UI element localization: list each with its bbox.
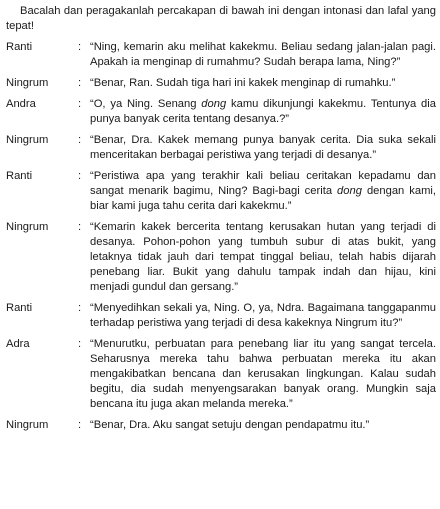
instruction-paragraph: Bacalah dan peragakanlah percakapan di bawah ini dengan intonasi dan lafal yang tepat! xyxy=(6,5,436,32)
speaker-name: Ranti xyxy=(6,302,33,314)
speaker-name: Ranti xyxy=(6,41,33,53)
dialogue-turn xyxy=(6,169,436,214)
speaker-name: Ningrum xyxy=(6,134,49,146)
speaker-colon: : xyxy=(78,98,82,110)
speech-text xyxy=(90,418,436,433)
speaker-colon: : xyxy=(78,338,82,350)
italic-word: dong xyxy=(337,185,362,197)
dialogue-turn xyxy=(6,40,436,70)
speech-text xyxy=(90,40,436,70)
speaker-name: Ningrum xyxy=(6,77,49,89)
speaker-colon: : xyxy=(78,221,82,233)
speech-segment: kamu dikunjungi kakekmu. Tentunya dia punya banyak cerita tentang desanya.?” xyxy=(90,98,436,125)
speaker-colon: : xyxy=(78,419,82,431)
dialogue-turn xyxy=(6,220,436,295)
speaker-name: Ningrum xyxy=(6,221,49,233)
speech-segment: “Kemarin kakek bercerita tentang kerusakan hutan yang terjadi di desanya. Pohon-pohon yang tumbuh subur di atas bukit, yang letaknya tidak jauh dari tempat tinggal beliau, telah habis dijarah penebang liar. Bukit yang dahulu tampak indah dan hijau, kini menjadi gundul dan gersang.” xyxy=(90,221,436,293)
speaker-colon: : xyxy=(78,302,82,314)
dialogue-turn xyxy=(6,337,436,412)
dialogue-turn xyxy=(6,133,436,163)
speech-text xyxy=(90,133,436,163)
speech-segment: “Benar, Dra. Aku sangat setuju dengan pendapatmu itu.” xyxy=(90,419,370,431)
speaker-name: Ningrum xyxy=(6,419,49,431)
speech-segment: “Ning, kemarin aku melihat kakekmu. Beliau sedang jalan-jalan pagi. Apakah ia menginap di rumahmu? Sudah berapa lama, Ning?” xyxy=(90,41,436,68)
speech-segment: “Menurutku, perbuatan para penebang liar itu yang sangat tercela. Seharusnya mereka tahu bahwa perbuatan mereka itu akan mengakibatkan bencana dan kerusakan lingkungan. Kalau sudah begitu, dia sudah menyengsarakan banyak orang. Mungkin saja bencana itu juga akan melanda mereka.” xyxy=(90,338,436,410)
speech-segment: “Menyedihkan sekali ya, Ning. O, ya, Ndra. Bagaimana tanggapanmu terhadap peristiwa yang terjadi di desa kakeknya Ningrum itu?” xyxy=(90,302,436,329)
speaker-name: Andra xyxy=(6,98,36,110)
speech-text xyxy=(90,169,436,214)
speech-text xyxy=(90,97,436,127)
speaker-colon: : xyxy=(78,77,82,89)
dialogue-turn xyxy=(6,76,436,91)
speaker-colon: : xyxy=(78,41,82,53)
speech-segment: “Peristiwa apa yang terakhir kali beliau ceritakan kepadamu dan sangat menarik bagimu, Ning? Bagi-bagi cerita xyxy=(90,170,436,197)
italic-word: dong xyxy=(201,98,227,110)
speech-text xyxy=(90,301,436,331)
speech-text xyxy=(90,337,436,412)
dialogue-turn xyxy=(6,97,436,127)
speech-text xyxy=(90,76,436,91)
dialogue-turn xyxy=(6,418,436,433)
speaker-colon: : xyxy=(78,134,82,146)
speech-segment: “Benar, Dra. Kakek memang punya banyak cerita. Dia suka sekali menceritakan berbagai peristiwa yang terjadi di desanya.” xyxy=(90,134,436,161)
dialogue-turn xyxy=(6,301,436,331)
speech-segment: “O, ya Ning. Senang xyxy=(90,98,202,110)
speech-text xyxy=(90,220,436,295)
speaker-name: Adra xyxy=(6,338,30,350)
speech-segment: “Benar, Ran. Sudah tiga hari ini kakek menginap di rumahku.” xyxy=(90,77,396,89)
speaker-name: Ranti xyxy=(6,170,33,182)
speech-segment: dengan kami, biar kami juga tahu cerita dari kakekmu.” xyxy=(90,185,436,212)
speaker-colon: : xyxy=(78,170,82,182)
